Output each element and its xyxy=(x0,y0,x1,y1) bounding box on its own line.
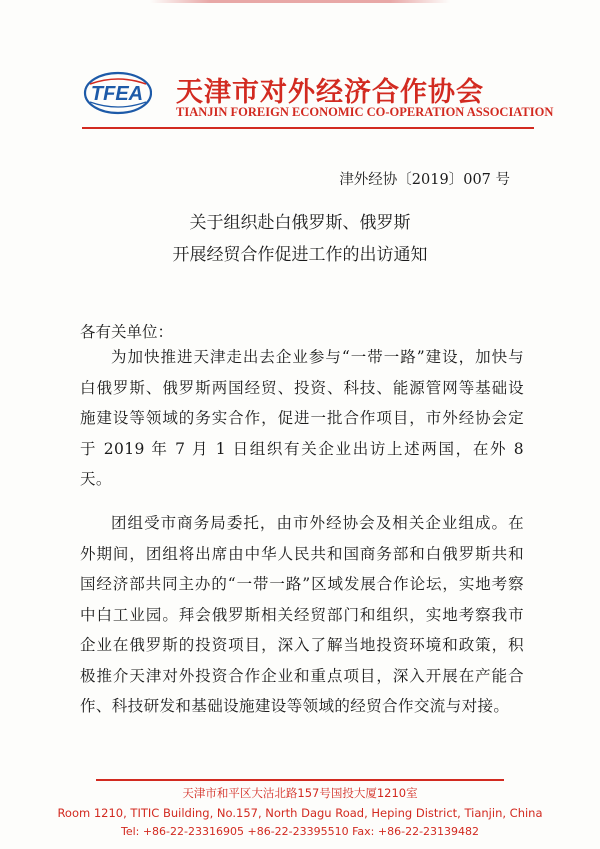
document-title-line-1: 关于组织赴白俄罗斯、俄罗斯 xyxy=(189,213,411,233)
org-name-en: TIANJIN FOREIGN ECONOMIC CO-OPERATION ASSOCIATION xyxy=(176,105,554,119)
top-edge-mark xyxy=(150,0,450,3)
footer-address-en: Room 1210, TITIC Building, No.157, North Dagu Road, Heping District, Tianjin, China xyxy=(57,806,543,820)
body-paragraph-2: 团组受市商务局委托，由市外经协会及相关企业组成。在外期间，团组将出席由中华人民共和国商务部和白俄罗斯共和国经济部共同主办的“一带一路”区域发展合作论坛，实地考察中白工业园。拜会俄罗斯相关经贸部门和组织，实地考察我市企业在俄罗斯的投资项目，深入了解当地投资环境和政策，积极推介天津对外投资合作企业和重点项目，深入开展在产能合作、科技研发和基础设施建设等领域的经贸合作交流与对接。 xyxy=(80,514,524,715)
tfea-logo xyxy=(82,70,152,116)
logo-text: TFEA xyxy=(90,83,144,105)
footer-phone-fax: Tel: +86-22-23316905 +86-22-23395510 Fax: +86-22-23139482 xyxy=(120,825,480,838)
org-name: 天津市对外经济合作协会 xyxy=(176,77,484,108)
footer-address-cn: 天津市和平区大沽北路157号国投大厦1210室 xyxy=(182,786,418,800)
salutation: 各有关单位： xyxy=(80,323,174,341)
footer-divider xyxy=(96,779,504,781)
header-divider xyxy=(82,127,534,129)
body-paragraph-1: 为加快推进天津走出去企业参与“一带一路”建设，加快与白俄罗斯、俄罗斯两国经贸、投资、科技、能源管网等基础设施建设等领域的务实合作，促进一批合作项目，市外经协会定于 2019 年 7 月 1 日组织有关企业出访上述两国，在外 8 天。 xyxy=(80,348,524,488)
document-number: 津外经协〔2019〕007 号 xyxy=(339,172,510,188)
document-title-line-2: 开展经贸合作促进工作的出访通知 xyxy=(172,245,428,265)
